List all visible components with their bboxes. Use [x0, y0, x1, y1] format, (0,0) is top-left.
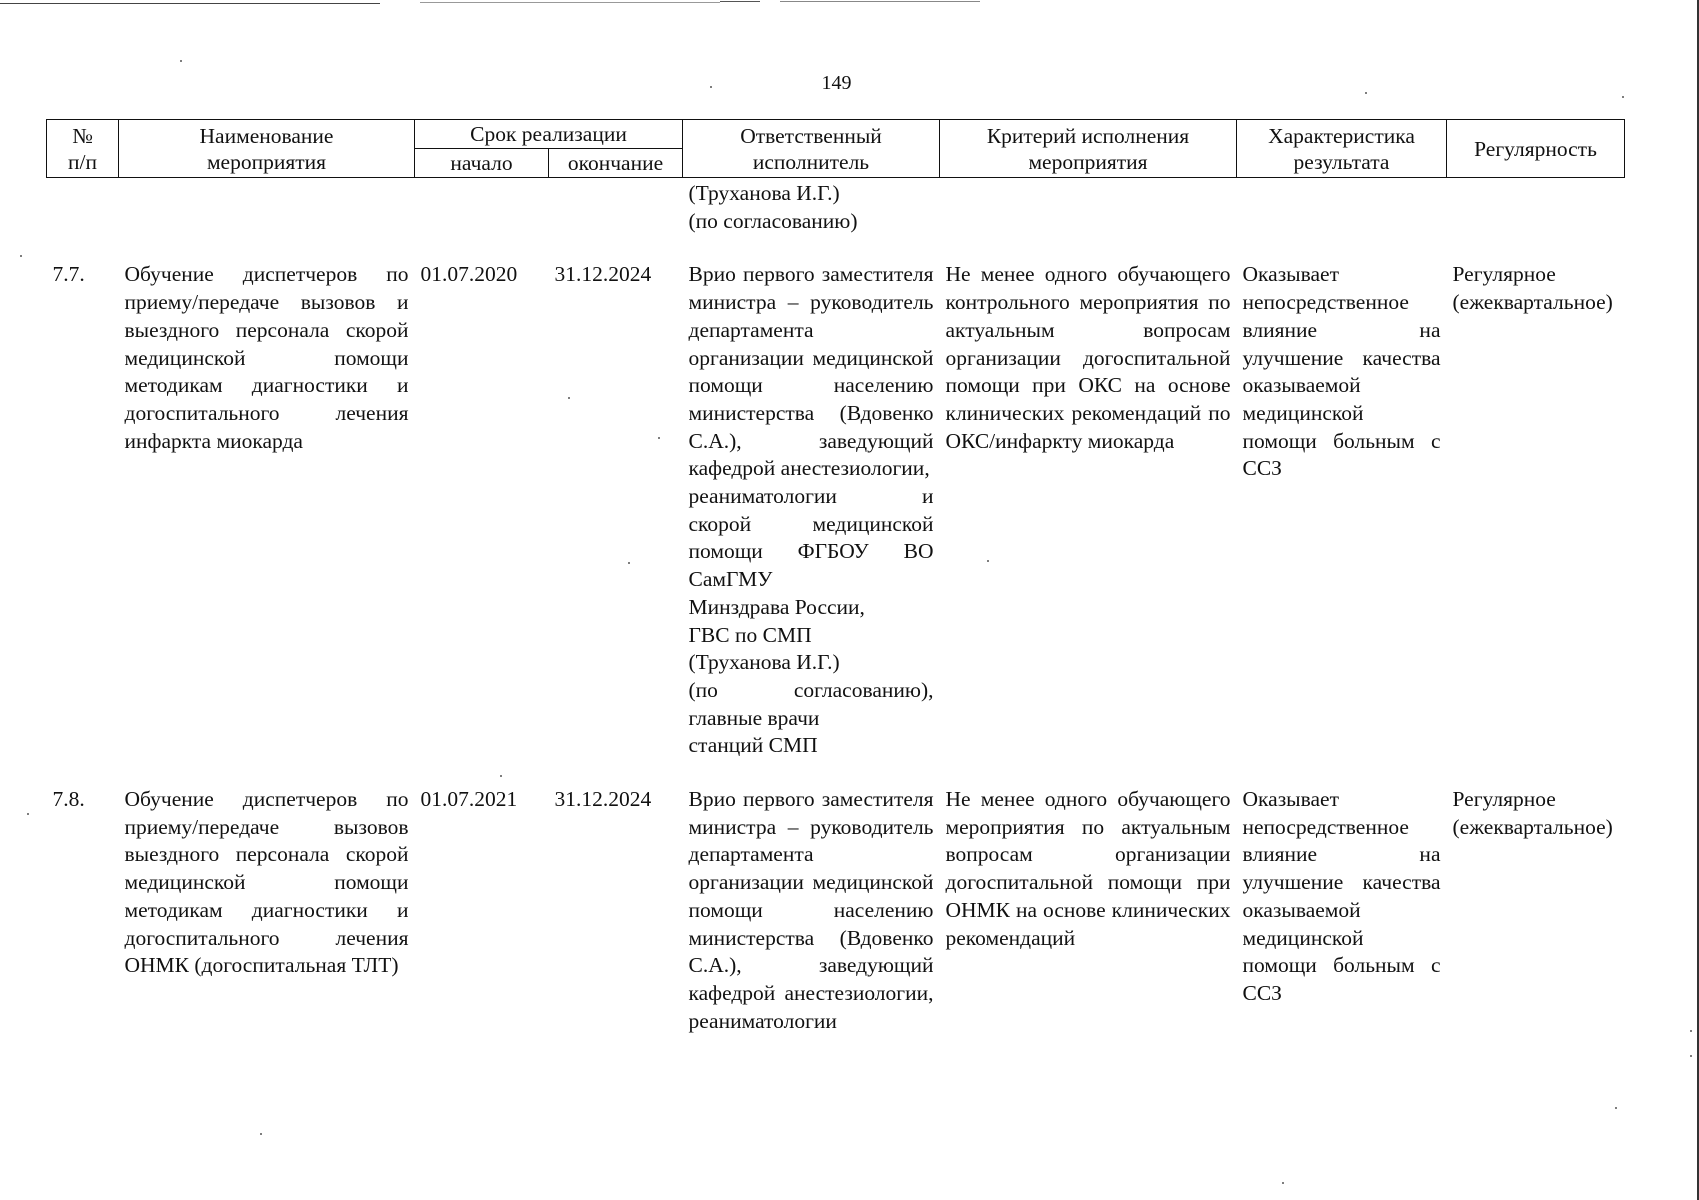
table-header — [47, 120, 1625, 178]
regularity: Регулярное (ежеквартальное) — [1452, 262, 1613, 315]
header-start: начало — [415, 149, 549, 178]
result-characteristic: Оказывает непосредственное влияние на улучшение качества оказываемой медицинской помощи больным с ССЗ — [1242, 262, 1441, 481]
header-end: окончание — [549, 149, 683, 178]
execution-criterion: Не менее одного обучающего контрольного мероприятия по актуальным вопросам организации догоспитальной помощи при ОКС на основе клинических рекомендаций по ОКС/инфаркту миокарда — [945, 262, 1231, 453]
header-criterion: Критерий исполнения мероприятия — [940, 120, 1237, 178]
measure-name: Обучение диспетчеров по приему/передаче вызовов выездного персонала скорой медицинской помощи методикам диагностики и догоспитального лечения ОНМК (догоспитальная ТЛТ) — [124, 787, 409, 978]
header-num: № п/п — [47, 120, 119, 178]
responsible-executor: Врио первого заместителя министра – руководитель департамента организации медицинской помощи населению министерства (Вдовенко С.А.), заведующий кафедрой анестезиологии, реаниматологии и скорой медицинской помощи ФГБОУ ВО СамГМУ Минздрава России, ГВС по СМП (Труханова И.Г.) (по согласованию), главные врачи станций СМП — [688, 262, 934, 758]
start-date: 01.07.2021 — [420, 787, 518, 812]
end-date: 31.12.2024 — [554, 787, 652, 812]
row-number: 7.7. — [52, 262, 85, 287]
measures-table — [46, 119, 1625, 1047]
result-characteristic: Оказывает непосредственное влияние на улучшение качества оказываемой медицинской помощи больным с ССЗ — [1242, 787, 1441, 1005]
execution-criterion: Не менее одного обучающего мероприятия по актуальным вопросам организации догоспитальной помощи при ОНМК на основе клинических рекомендаций — [945, 787, 1231, 950]
header-period: Срок реализации — [415, 120, 683, 149]
end-date: 31.12.2024 — [554, 262, 652, 287]
table-row — [47, 247, 1625, 772]
start-date: 01.07.2020 — [420, 262, 518, 287]
continuation-responsible: (Труханова И.Г.) (по согласованию) — [688, 181, 858, 233]
header-result: Характеристика результата — [1237, 120, 1447, 178]
measure-name: Обучение диспетчеров по приему/передаче вызовов и выездного персонала скорой медицинской помощи методикам диагностики и догоспитального лечения инфаркта миокарда — [124, 262, 409, 453]
regularity: Регулярное (ежеквартальное) — [1452, 787, 1613, 839]
scan-edge-artifact — [0, 0, 1699, 4]
continuation-row — [47, 178, 1625, 248]
header-name: Наименование мероприятия — [119, 120, 415, 178]
page-number: 149 — [821, 72, 852, 94]
header-regularity: Регулярность — [1447, 120, 1625, 178]
table-row — [47, 772, 1625, 1047]
row-number: 7.8. — [52, 787, 85, 812]
responsible-executor: Врио первого заместителя министра – руководитель департамента организации медицинской помощи населению министерства (Вдовенко С.А.), заведующий кафедрой анестезиологии, реаниматологии — [688, 787, 934, 1033]
header-responsible: Ответственный исполнитель — [683, 120, 940, 178]
